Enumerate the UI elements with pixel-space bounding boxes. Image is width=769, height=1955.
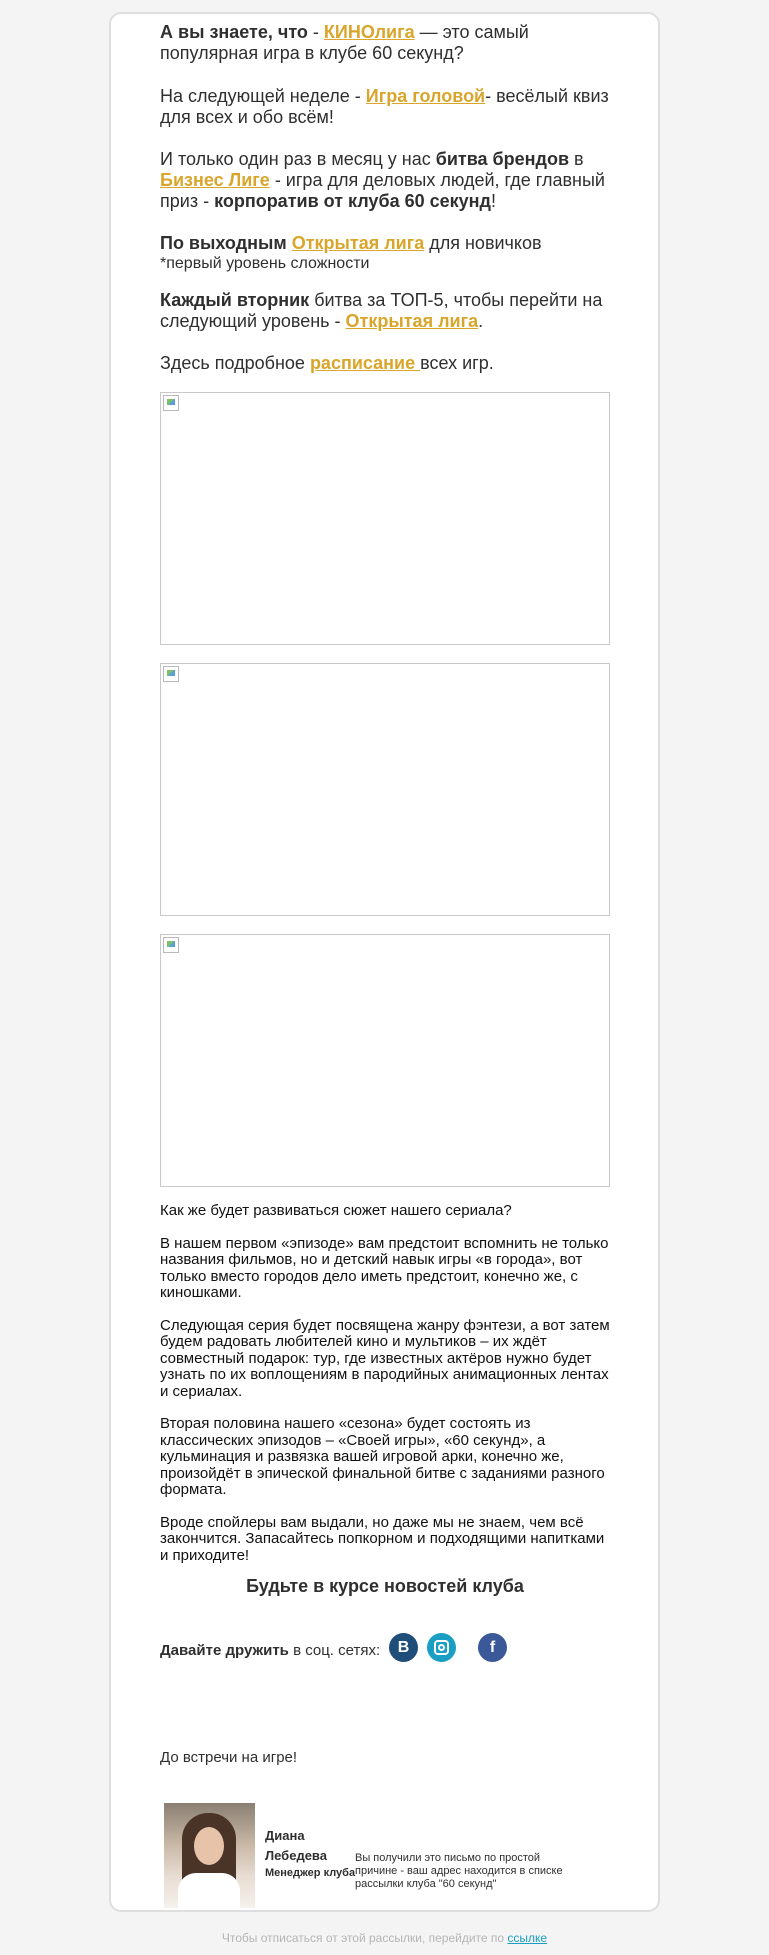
banner-image-1[interactable] xyxy=(160,392,610,645)
manager-name: Диана Лебедева xyxy=(265,1828,327,1863)
camera-icon xyxy=(434,1640,449,1655)
farewell-text: До встречи на игре! xyxy=(160,1749,298,1766)
unsubscribe-line: Чтобы отписаться от этой рассылки, перейдите по ссылке xyxy=(221,1931,548,1945)
intro-kinoliga: А вы знаете, что - КИНОлига — это самый популярная игра в клубе 60 секунд? xyxy=(160,22,529,63)
serial-paragraph-3: Вторая половина нашего «сезона» будет состоять из классических эпизодов – «Своей игры», «60 секунд», а кульминация и развязка вашей игровой арки, конечно же, произойдёт в эпической финальной битве с заданиями разного формата. xyxy=(160,1415,605,1498)
banner-image-2[interactable] xyxy=(160,663,610,916)
instagram-icon[interactable] xyxy=(427,1633,456,1662)
manager-avatar xyxy=(164,1803,255,1908)
intro-weekends: По выходным Открытая лига для новичков *первый уровень сложности xyxy=(160,233,610,273)
facebook-icon[interactable]: f xyxy=(478,1633,507,1662)
unsubscribe-link[interactable]: ссылке xyxy=(507,1931,548,1945)
serial-section xyxy=(160,1203,610,1564)
serial-paragraph-1: В нашем первом «эпизоде» вам предстоит вспомнить не только названия фильмов, но и детский навык игры «в города», вот только вместо городов дело иметь предстоит, конечно же, с киношками. xyxy=(160,1234,609,1301)
social-row xyxy=(160,1632,610,1672)
broken-image-icon xyxy=(163,666,179,682)
intro-tuesday: Каждый вторник битва за ТОП-5, чтобы перейти на следующий уровень - Открытая лига. xyxy=(160,290,603,331)
banner-image-3[interactable] xyxy=(160,934,610,1187)
intro-brands: И только один раз в месяц у нас битва брендов в Бизнес Лиге - игра для деловых людей, где главный приз - корпоратив от клуба 60 секунд! xyxy=(160,149,605,211)
igra-golovoy-link[interactable]: Игра головой xyxy=(365,86,486,106)
difficulty-note: *первый уровень сложности xyxy=(160,255,370,272)
serial-paragraph-4: Вроде спойлеры вам выдали, но даже мы не знаем, чем всё закончится. Запасайтесь попкорном и подходящими напитками и приходите! xyxy=(160,1513,605,1564)
vk-icon[interactable]: В xyxy=(389,1633,418,1662)
otkrytaya-liga-link-2[interactable]: Открытая лига xyxy=(345,311,479,331)
serial-paragraph-2: Следующая серия будет посвящена жанру фэнтези, а вот затем будем радовать любителей кино и мультиков – их ждёт совместный подарок: тур, где известных актёров нужно будет узнать по их воплощениям в пародийных анимационных лентах и сериалах. xyxy=(160,1316,610,1400)
broken-image-icon xyxy=(163,395,179,411)
kinoliga-link[interactable]: КИНОлига xyxy=(323,22,415,42)
broken-image-icon xyxy=(163,937,179,953)
news-heading: Будьте в курсе новостей клуба xyxy=(246,1576,524,1596)
subscription-note: Вы получили это письмо по простой причине - ваш адрес находится в списке рассылки клуба "60 секунд" xyxy=(355,1852,563,1890)
intro-next-week: На следующей неделе - Игра головой- весёлый квиз для всех и обо всём! xyxy=(160,86,609,127)
intro-schedule: Здесь подробное расписание всех игр. xyxy=(160,353,494,373)
manager-role: Менеджер клуба xyxy=(265,1867,356,1879)
serial-question: Как же будет развиваться сюжет нашего сериала? xyxy=(160,1202,512,1219)
biznes-liga-link[interactable]: Бизнес Лиге xyxy=(160,170,270,190)
otkrytaya-liga-link-1[interactable]: Открытая лига xyxy=(291,233,425,253)
schedule-link[interactable]: расписание xyxy=(309,353,421,373)
social-text: Давайте дружить в соц. сетях: xyxy=(160,1642,381,1659)
intro-question: А вы знаете, что xyxy=(160,22,308,42)
